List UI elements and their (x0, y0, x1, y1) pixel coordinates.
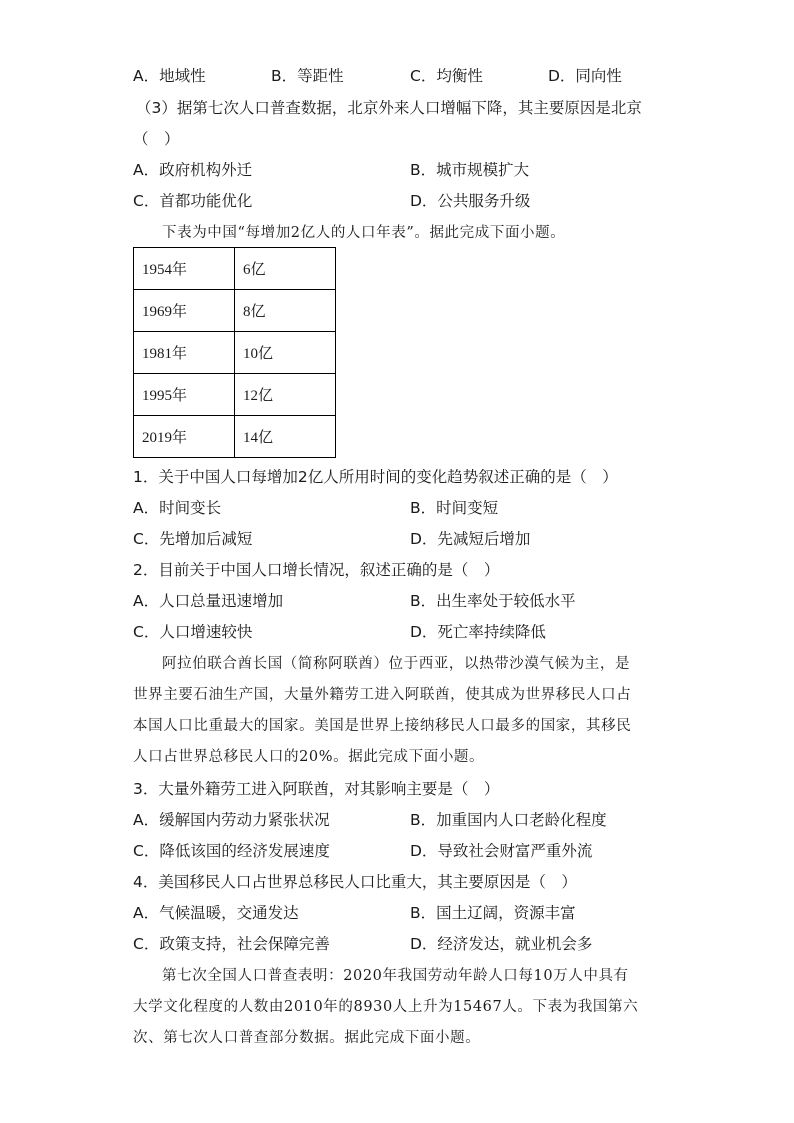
option-c: C．首都功能优化 (133, 192, 253, 210)
option-d: D．同向性 (548, 67, 622, 85)
option-a: A．人口总量迅速增加 (133, 592, 284, 610)
table-row (134, 290, 336, 332)
option-d: D．公共服务升级 (410, 192, 531, 210)
population-cell: 14亿 (235, 416, 336, 458)
option-a: A．缓解国内劳动力紧张状况 (133, 811, 330, 829)
option-d: D．死亡率持续降低 (410, 623, 546, 641)
paragraph-line: 第七次全国人口普查表明：2020年我国劳动年龄人口每10万人中具有 (162, 968, 629, 984)
year-cell: 1995年 (134, 374, 235, 416)
paragraph-line: 大学文化程度的人数由2010年的8930人上升为15467人。下表为我国第六 (133, 999, 639, 1015)
option-a: A．时间变长 (133, 499, 222, 517)
population-table (133, 247, 336, 458)
question-stem: 1．关于中国人口每增加2亿人所用时间的变化趋势叙述正确的是（ ） (133, 468, 618, 486)
table-row (134, 374, 336, 416)
paragraph-line: 人口占世界总移民人口的20%。据此完成下面小题。 (133, 749, 485, 765)
question-stem: 3．大量外籍劳工进入阿联酋，对其影响主要是（ ） (133, 780, 500, 798)
question-stem: （3）据第七次人口普查数据，北京外来人口增幅下降，其主要原因是北京 (136, 99, 642, 117)
option-a: A．气候温暖，交通发达 (133, 904, 299, 922)
option-c: C．先增加后减短 (133, 530, 253, 548)
option-c: C．降低该国的经济发展速度 (133, 842, 330, 860)
option-c: C．人口增速较快 (133, 623, 253, 641)
year-cell: 1981年 (134, 332, 235, 374)
option-b: B．等距性 (271, 67, 344, 85)
option-d: D．导致社会财富严重外流 (410, 842, 593, 860)
answer-blank: （ ） (133, 130, 180, 148)
paragraph-line: 次、第七次人口普查部分数据。据此完成下面小题。 (133, 1030, 481, 1046)
option-b: B．加重国内人口老龄化程度 (410, 811, 607, 829)
year-cell: 2019年 (134, 416, 235, 458)
option-b: B．出生率处于较低水平 (410, 592, 576, 610)
table-row (134, 416, 336, 458)
paragraph-line: 本国人口比重最大的国家。美国是世界上接纳移民人口最多的国家，其移民 (133, 718, 632, 734)
population-cell: 12亿 (235, 374, 336, 416)
question-stem: 4．美国移民人口占世界总移民人口比重大，其主要原因是（ ） (133, 873, 577, 891)
option-c: C．政策支持，社会保障完善 (133, 935, 330, 953)
table-intro: 下表为中国“每增加2亿人的人口年表”。据此完成下面小题。 (162, 225, 566, 241)
table-row (134, 248, 336, 290)
paragraph-line: 世界主要石油生产国，大量外籍劳工进入阿联酋，使其成为世界移民人口占 (133, 687, 632, 703)
population-cell: 10亿 (235, 332, 336, 374)
option-c: C．均衡性 (410, 67, 483, 85)
option-d: D．经济发达，就业机会多 (410, 935, 593, 953)
population-cell: 6亿 (235, 248, 336, 290)
population-cell: 8亿 (235, 290, 336, 332)
option-b: B．时间变短 (410, 499, 499, 517)
paragraph-line: 阿拉伯联合酋长国（简称阿联酋）位于西亚，以热带沙漠气候为主，是 (162, 656, 631, 672)
table-row (134, 332, 336, 374)
option-d: D．先减短后增加 (410, 530, 531, 548)
year-cell: 1954年 (134, 248, 235, 290)
option-b: B．国土辽阔，资源丰富 (410, 904, 576, 922)
option-a: A．地域性 (133, 67, 206, 85)
year-cell: 1969年 (134, 290, 235, 332)
question-stem: 2．目前关于中国人口增长情况，叙述正确的是（ ） (133, 561, 500, 579)
option-b: B．城市规模扩大 (410, 161, 530, 179)
option-a: A．政府机构外迁 (133, 161, 253, 179)
